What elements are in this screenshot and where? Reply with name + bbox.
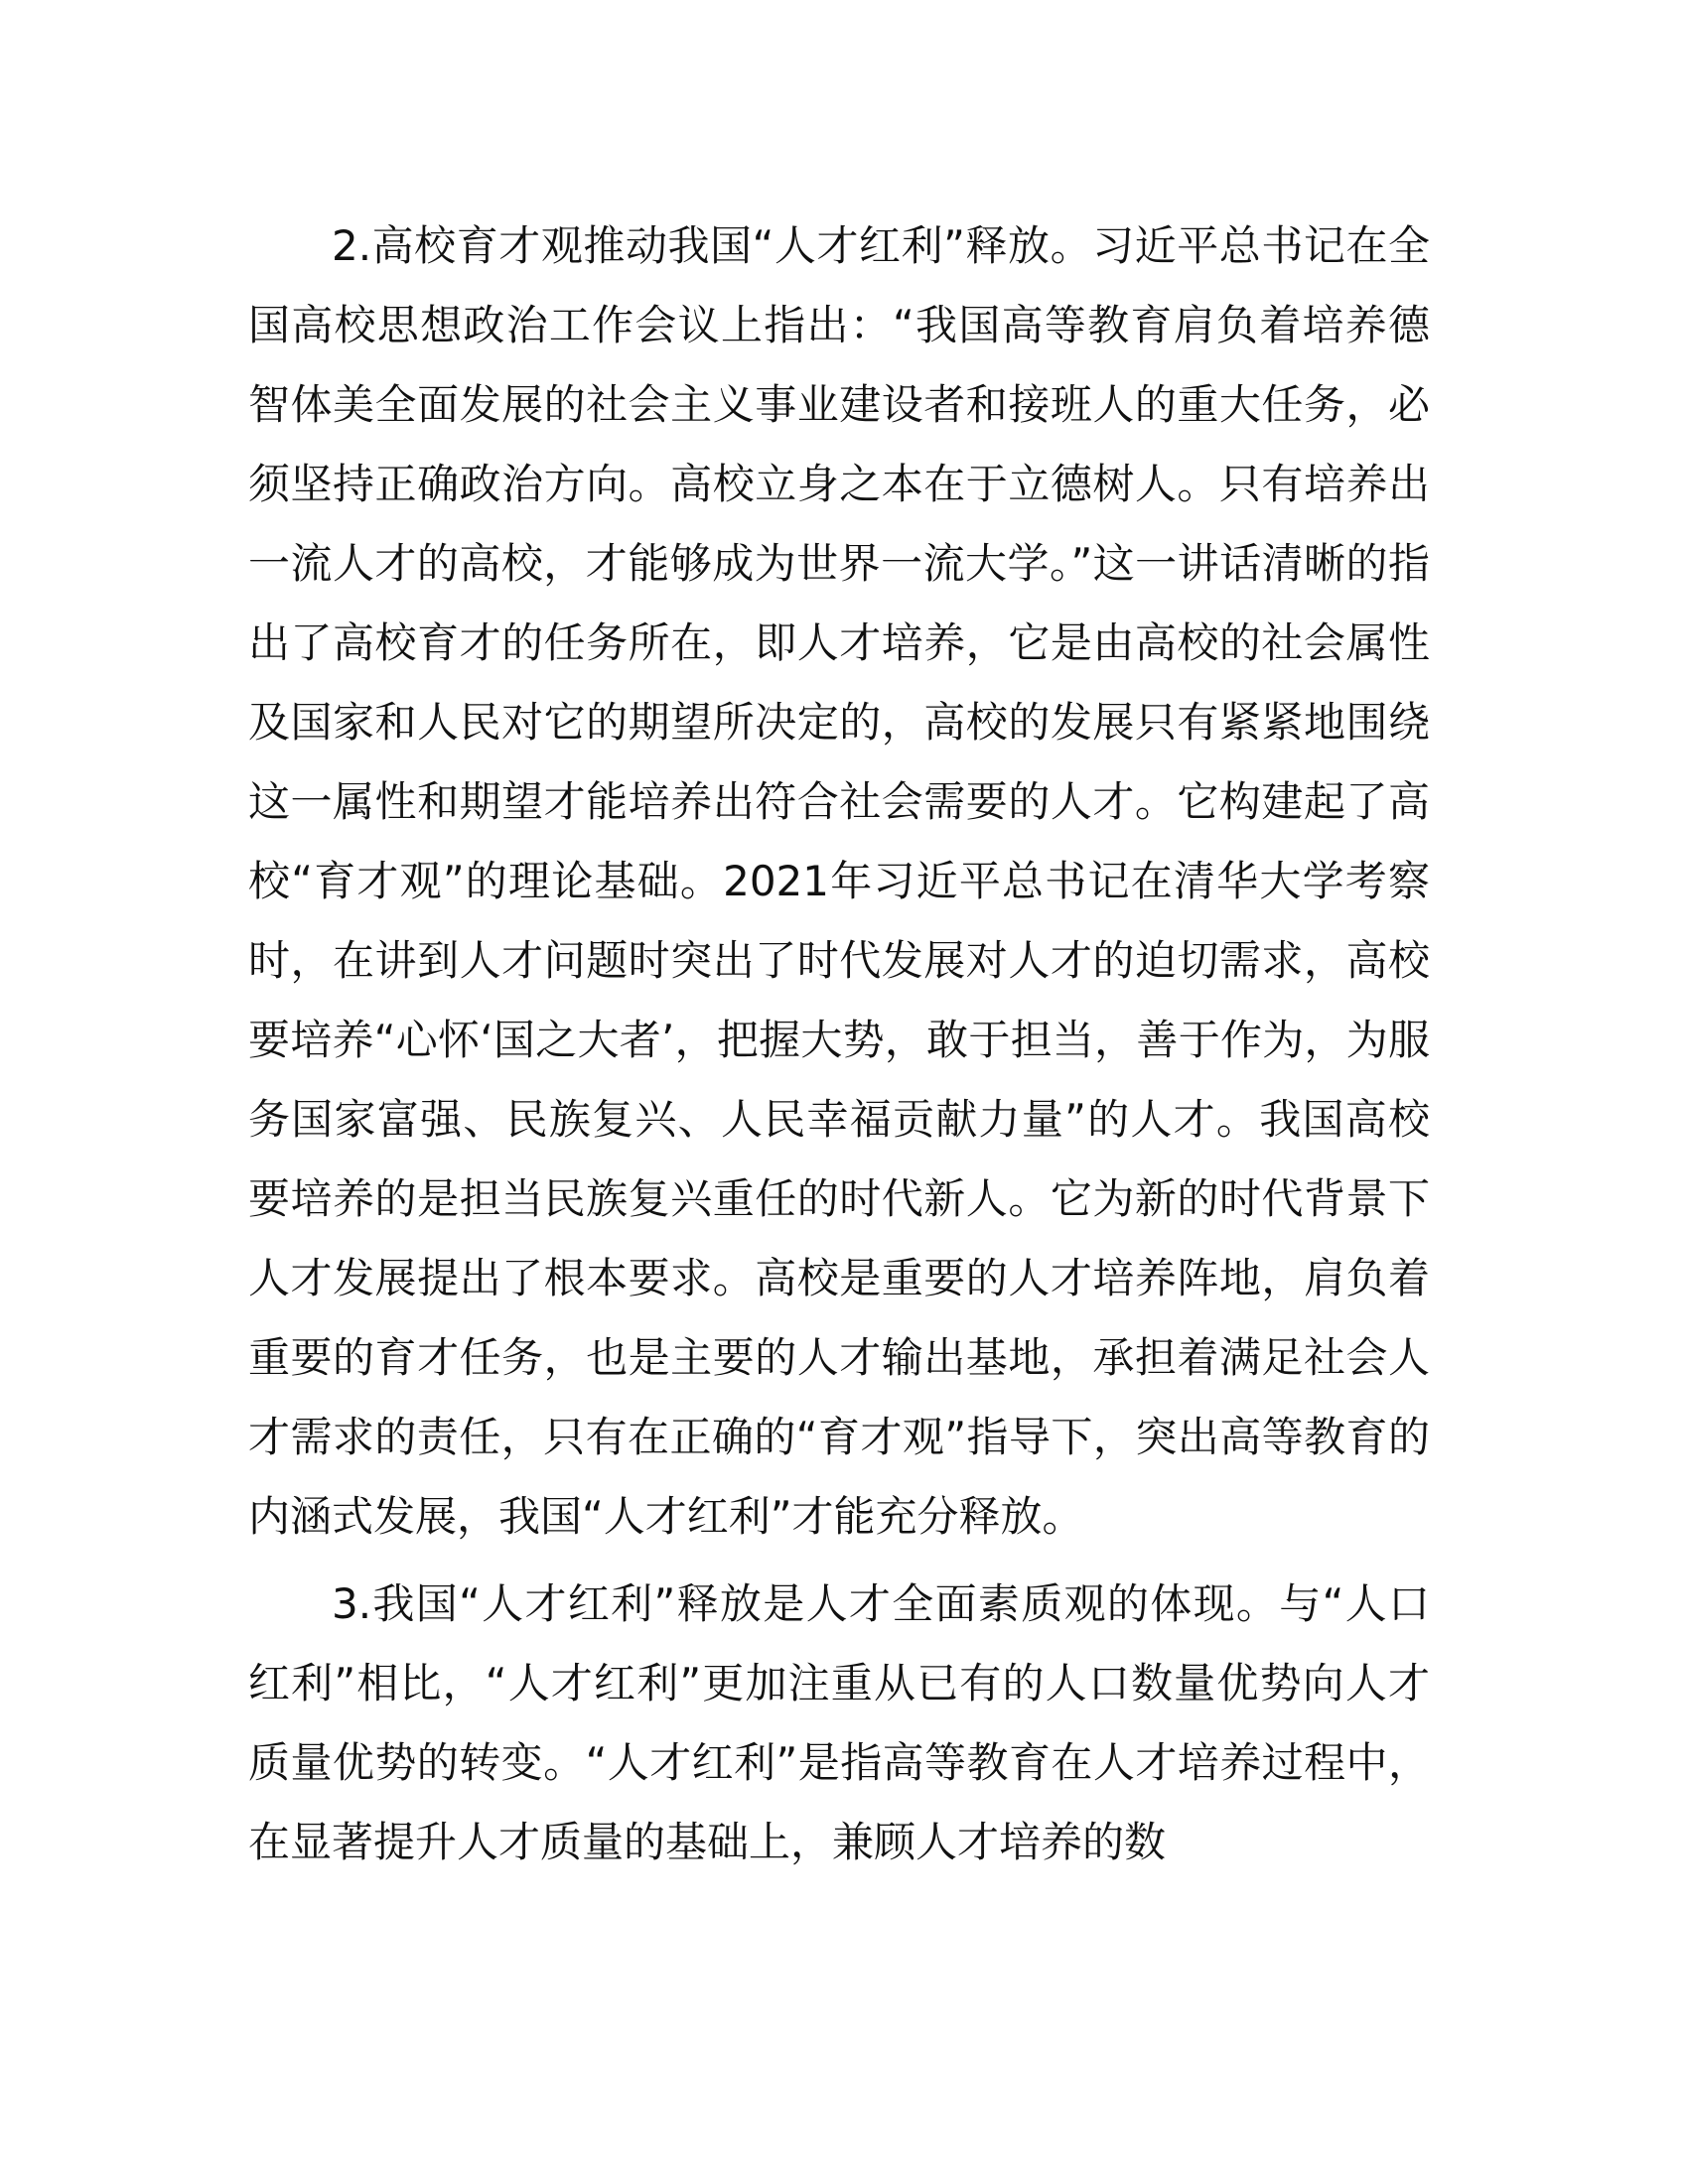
paragraph-talent-dividend-quality: 3.我国“人才红利”释放是人才全面素质观的体现。与“人口红利”相比，“人才红利”更加注重从已有的人口数量优势向人才质量优势的转变。“人才红利”是指高等教育在人才培养过程中，在显著提升人才质量的基础上，兼顾人才培养的数 [248, 1579, 1430, 1866]
paragraph-talent-cultivation-view: 2.高校育才观推动我国“人才红利”释放。习近平总书记在全国高校思想政治工作会议上指出：“我国高等教育肩负着培养德智体美全面发展的社会主义事业建设者和接班人的重大任务，必须坚持正确政治方向。高校立身之本在于立德树人。只有培养出一流人才的高校，才能够成为世界一流大学。”这一讲话清晰的指出了高校育才的任务所在，即人才培养，它是由高校的社会属性及国家和人民对它的期望所决定的，高校的发展只有紧紧地围绕这一属性和期望才能培养出符合社会需要的人才。它构建起了高校“育才观”的理论基础。2021年习近平总书记在清华大学考察时，在讲到人才问题时突出了时代发展对人才的迫切需求，高校要培养“心怀‘国之大者’，把握大势，敢于担当，善于作为，为服务国家富强、民族复兴、人民幸福贡献力量”的人才。我国高校要培养的是担当民族复兴重任的时代新人。它为新的时代背景下人才发展提出了根本要求。高校是重要的人才培养阵地，肩负着重要的育才任务，也是主要的人才输出基地，承担着满足社会人才需求的责任，只有在正确的“育才观”指导下，突出高等教育的内涵式发展，我国“人才红利”才能充分释放。 [248, 221, 1430, 1541]
document-body [248, 206, 1430, 1882]
